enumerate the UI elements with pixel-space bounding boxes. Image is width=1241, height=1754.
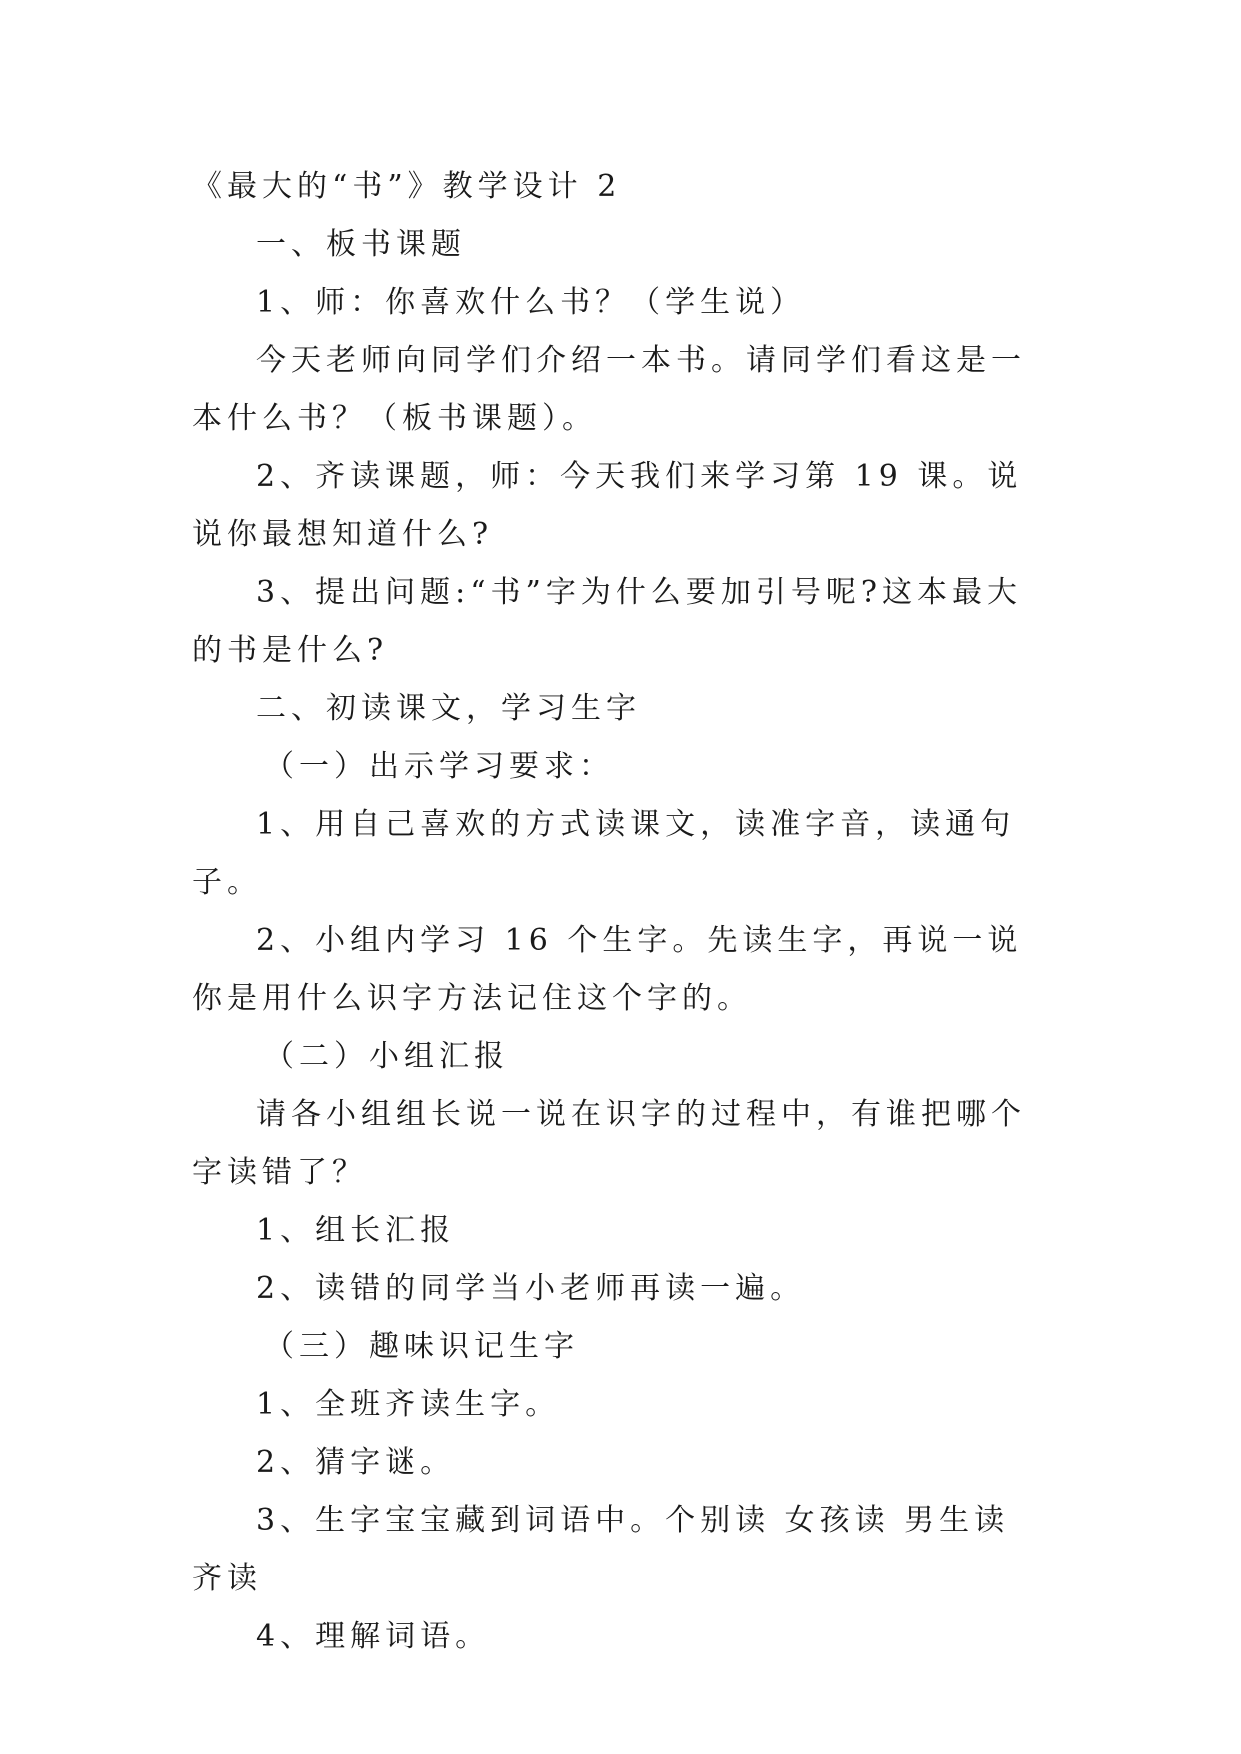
paragraph: 1、全班齐读生字。 [256, 1387, 561, 1422]
paragraph: 2、猜字谜。 [256, 1445, 456, 1480]
paragraph: 请各小组组长说一说在识字的过程中，有谁把哪个字读错了？ [192, 1097, 1026, 1190]
subsection-heading: （三）趣味识记生字 [264, 1329, 579, 1364]
paragraph: 2、齐读课题，师：今天我们来学习第 19 课。说说你最想知道什么? [192, 459, 1023, 552]
paragraph: 2、读错的同学当小老师再读一遍。 [256, 1271, 806, 1306]
document-title: 《最大的“书”》教学设计 2 [192, 169, 622, 204]
subsection-heading: （二）小组汇报 [264, 1039, 509, 1074]
section-heading: 二、初读课文，学习生字 [256, 691, 641, 726]
paragraph: 3、提出问题:“书”字为什么要加引号呢?这本最大的书是什么? [192, 575, 1022, 668]
paragraph: 1、组长汇报 [256, 1213, 456, 1248]
paragraph: 4、理解词语。 [256, 1619, 491, 1654]
subsection-heading: （一）出示学习要求： [264, 749, 614, 784]
paragraph: 3、生字宝宝藏到词语中。个别读 女孩读 男生读 齐读 [192, 1503, 1010, 1596]
paragraph: 一、板书课题 [256, 227, 466, 262]
paragraph: 1、用自己喜欢的方式读课文，读准字音，读通句子。 [192, 807, 1016, 900]
document-body [192, 158, 1054, 1666]
paragraph: 今天老师向同学们介绍一本书。请同学们看这是一本什么书？（板书课题）。 [192, 343, 1026, 436]
paragraph: 1、师：你喜欢什么书？（学生说） [256, 285, 806, 320]
paragraph: 2、小组内学习 16 个生字。先读生字，再说一说你是用什么识字方法记住这个字的。 [192, 923, 1023, 1016]
